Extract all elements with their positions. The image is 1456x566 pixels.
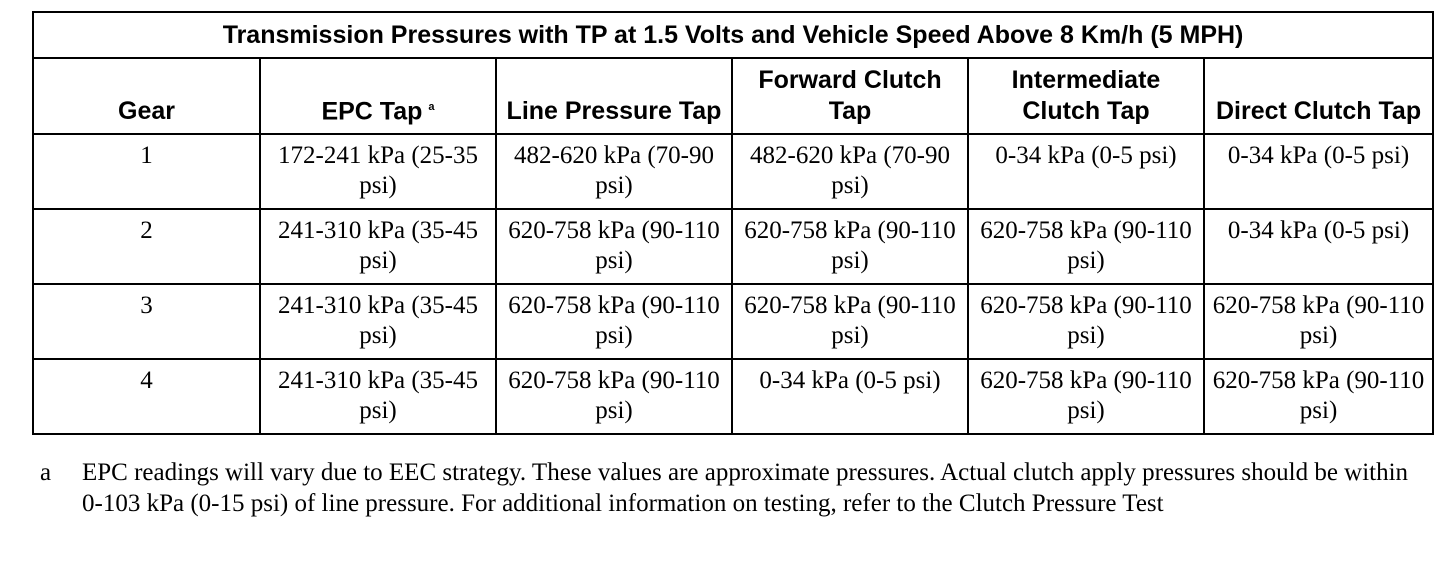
- header-forward-clutch-tap: Forward Clutch Tap: [732, 58, 968, 134]
- forward-clutch-cell: 482-620 kPa (70-90 psi): [732, 134, 968, 209]
- intermediate-clutch-cell: 0-34 kPa (0-5 psi): [968, 134, 1204, 209]
- intermediate-clutch-cell: 620-758 kPa (90-110 psi): [968, 209, 1204, 284]
- epc-tap-cell: 241-310 kPa (35-45 psi): [260, 284, 496, 359]
- direct-clutch-cell: 0-34 kPa (0-5 psi): [1204, 134, 1433, 209]
- forward-clutch-cell: 620-758 kPa (90-110 psi): [732, 209, 968, 284]
- line-pressure-cell: 620-758 kPa (90-110 psi): [496, 284, 732, 359]
- table-row: [33, 209, 1433, 284]
- direct-clutch-cell: 620-758 kPa (90-110 psi): [1204, 284, 1433, 359]
- footnote-reference: a: [428, 100, 435, 113]
- table-row: [33, 359, 1433, 434]
- footnote: [32, 457, 1432, 519]
- gear-cell: 3: [33, 284, 260, 359]
- forward-clutch-cell: 0-34 kPa (0-5 psi): [732, 359, 968, 434]
- footnote-text: EPC readings will vary due to EEC strategy. These values are approximate pressures. Actual clutch apply pressures should be within 0-103 kPa (0-15 psi) of line pressure. For additional information on testing, refer to the Clutch Pressure Test: [82, 459, 1409, 517]
- transmission-pressures-table: [32, 11, 1434, 435]
- header-line-pressure-tap: Line Pressure Tap: [496, 58, 732, 134]
- table-title: Transmission Pressures with TP at 1.5 Volts and Vehicle Speed Above 8 Km/h (5 MPH): [33, 12, 1433, 58]
- footnote-marker: a: [40, 459, 52, 486]
- line-pressure-cell: 482-620 kPa (70-90 psi): [496, 134, 732, 209]
- table-row: [33, 284, 1433, 359]
- line-pressure-cell: 620-758 kPa (90-110 psi): [496, 209, 732, 284]
- direct-clutch-cell: 620-758 kPa (90-110 psi): [1204, 359, 1433, 434]
- forward-clutch-cell: 620-758 kPa (90-110 psi): [732, 284, 968, 359]
- header-gear: Gear: [33, 58, 260, 134]
- line-pressure-cell: 620-758 kPa (90-110 psi): [496, 359, 732, 434]
- gear-cell: 4: [33, 359, 260, 434]
- header-epc-tap: [260, 58, 496, 134]
- table-row: [33, 134, 1433, 209]
- gear-cell: 2: [33, 209, 260, 284]
- intermediate-clutch-cell: 620-758 kPa (90-110 psi): [968, 359, 1204, 434]
- epc-tap-cell: 172-241 kPa (25-35 psi): [260, 134, 496, 209]
- epc-tap-cell: 241-310 kPa (35-45 psi): [260, 209, 496, 284]
- intermediate-clutch-cell: 620-758 kPa (90-110 psi): [968, 284, 1204, 359]
- epc-tap-cell: 241-310 kPa (35-45 psi): [260, 359, 496, 434]
- header-epc-tap-label: EPC Tap: [321, 97, 423, 125]
- gear-cell: 1: [33, 134, 260, 209]
- header-intermediate-clutch-tap: Intermediate Clutch Tap: [968, 58, 1204, 134]
- column-header-row: [33, 58, 1433, 134]
- header-direct-clutch-tap: Direct Clutch Tap: [1204, 58, 1433, 134]
- document-page: [32, 11, 1432, 519]
- direct-clutch-cell: 0-34 kPa (0-5 psi): [1204, 209, 1433, 284]
